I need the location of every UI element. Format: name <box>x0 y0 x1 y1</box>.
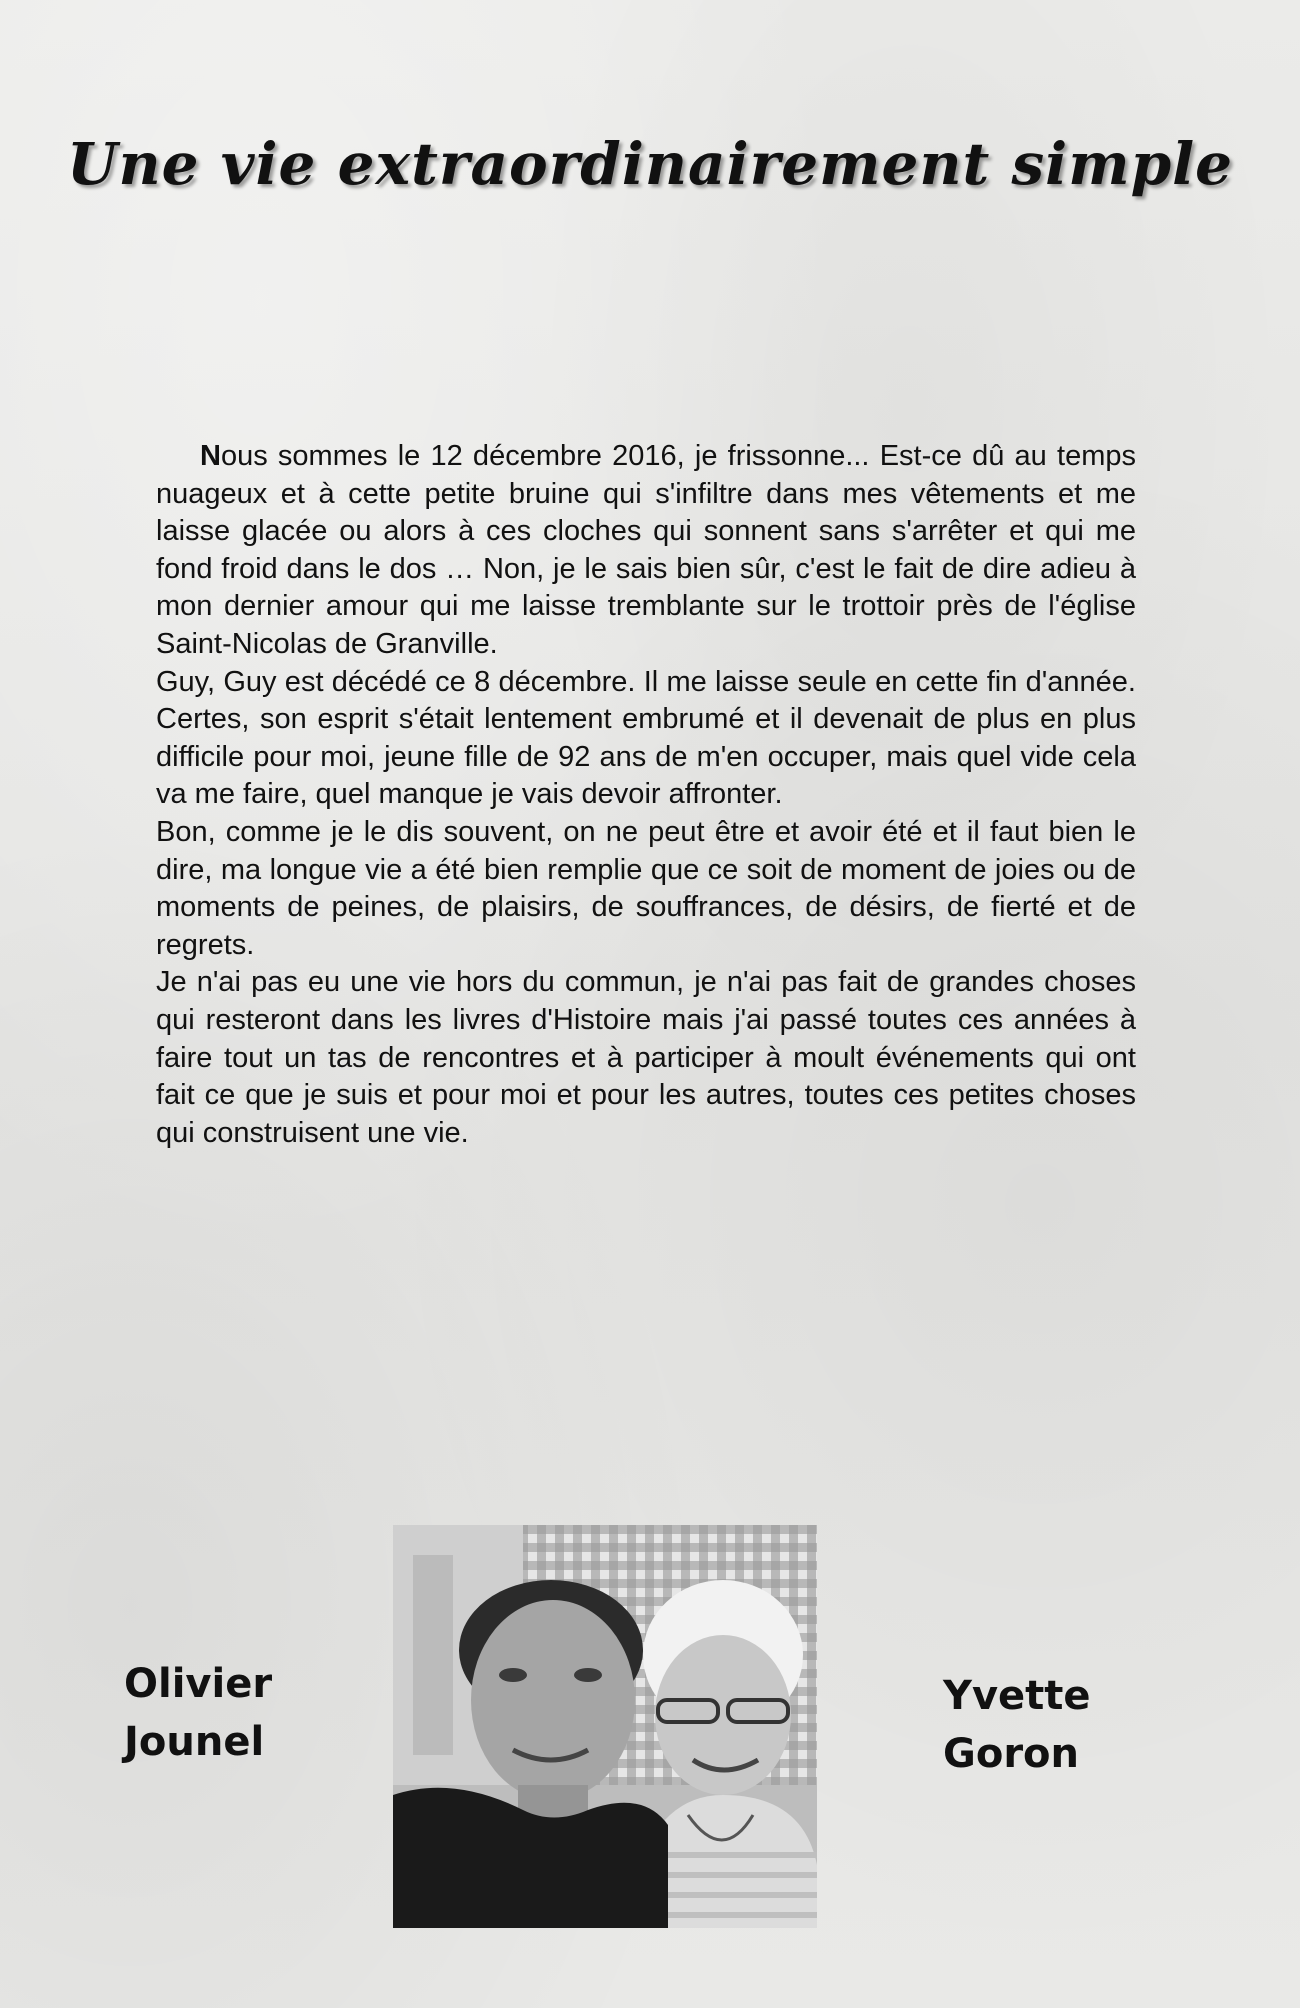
paragraph-2: Guy, Guy est décédé ce 8 décembre. Il me laisse seule en cette fin d'année. Certes, son esprit s'était lentement embrumé et il devenait de plus en plus difficile pour moi, jeune fille de 92 ans de m'en occuper, mais quel vide cela va me faire, quel manque je vais devoir affronter. <box>156 665 1136 811</box>
book-title: Une vie extraordinairement simple <box>66 130 1234 198</box>
text-block <box>156 438 1136 1152</box>
drop-cap: N <box>200 440 221 472</box>
author-right <box>943 1667 1091 1783</box>
paragraph-3: Bon, comme je le dis souvent, on ne peut être et avoir été et il faut bien le dire, ma longue vie a été bien remplie que ce soit de moment de joies ou de moments de peines, de plaisirs, de souffrances, de désirs, de fierté et de regrets. <box>156 815 1136 961</box>
paragraph-4: Je n'ai pas eu une vie hors du commun, je n'ai pas fait de grandes choses qui resteront dans les livres d'Histoire mais j'ai passé toutes ces années à faire tout un tas de rencontres et à participer à moult événements qui ont fait ce que je suis et pour moi et pour les autres, toutes ces petites choses qui construisent une vie. <box>156 966 1136 1149</box>
author-left-last-name: Jounel <box>124 1719 265 1765</box>
author-right-last-name: Goron <box>943 1731 1079 1777</box>
authors-photo <box>393 1525 817 1928</box>
paragraph-1 <box>156 438 1136 664</box>
authors-photo-icon <box>393 1525 817 1928</box>
author-left-first-name: Olivier <box>124 1661 273 1707</box>
author-right-first-name: Yvette <box>943 1673 1091 1719</box>
paragraph-1-text: ous sommes le 12 décembre 2016, je frissonne... Est-ce dû au temps nuageux et à cette petite bruine qui s'infiltre dans mes vêtements et me laisse glacée ou alors à ces cloches qui sonnent sans s'arrêter et qui me fond froid dans le dos … Non, je le sais bien sûr, c'est le fait de dire adieu à mon dernier amour qui me laisse tremblante sur le trottoir près de l'église Saint-Nicolas de Granville. <box>156 440 1136 660</box>
author-left <box>124 1655 272 1771</box>
